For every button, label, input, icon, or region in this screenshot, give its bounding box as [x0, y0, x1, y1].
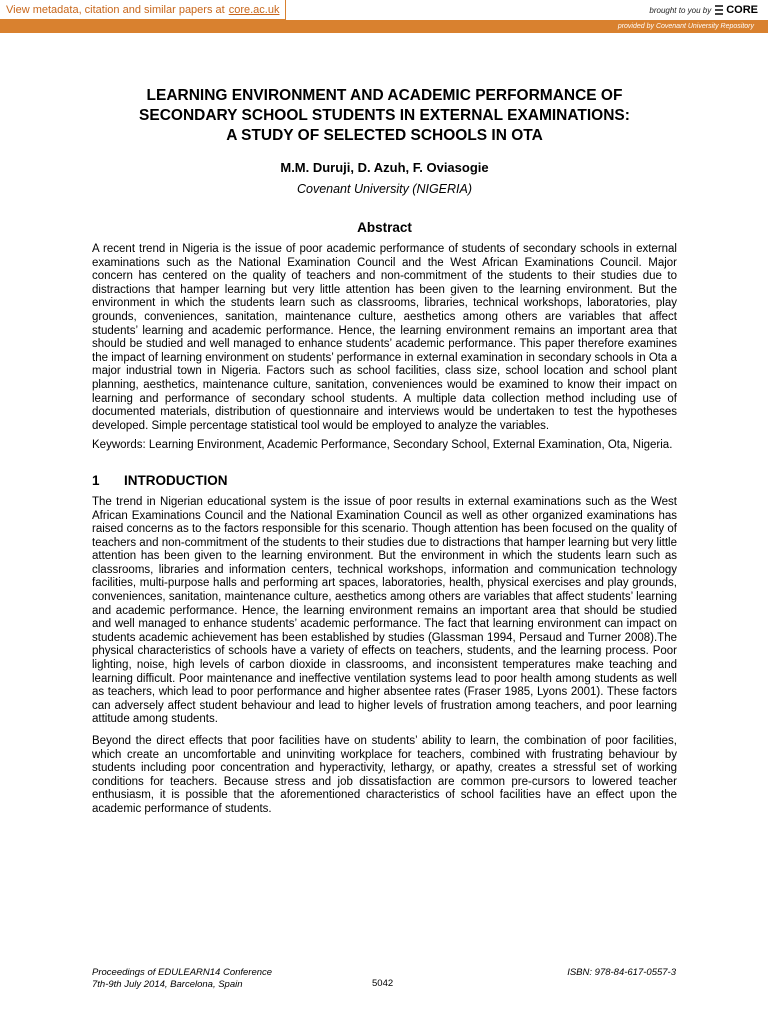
core-link-prefix: View metadata, citation and similar papers at [6, 3, 225, 16]
title-line: SECONDARY SCHOOL STUDENTS IN EXTERNAL EXAMINATIONS: [139, 107, 630, 124]
provided-by-text[interactable]: provided by Covenant University Repository [617, 23, 754, 30]
conference-line: Proceedings of EDULEARN14 Conference [92, 967, 273, 978]
provided-by-bar [0, 20, 768, 33]
authors: M.M. Duruji, D. Azuh, F. Oviasogie [280, 160, 489, 175]
core-brought-by [649, 2, 758, 18]
section-title: INTRODUCTION [124, 472, 228, 488]
isbn: ISBN: 978-84-617-0557-3 [567, 967, 676, 978]
paper-page [92, 86, 677, 817]
intro-paragraph: The trend in Nigerian educational system is the issue of poor results in external examinations such as the West African Examinations Council and the National Examination Council as well as other organized examinations has raised concerns as to the factors responsible for this scenario. Though attention has been focused on the quality of teachers and non-commitment of the students to their studies due to distractions that hamper learning but very little attention has been given to the learning environment. But the environment in which the students learn such as classrooms, libraries and information centers, technical workshops, information and communication technology facilities, multi-purpose halls and performing art spaces, laboratories, health, physical exercises and play grounds, conveniences, sanitation, maintenance culture, aesthetics among others are variables that affect students’ learning and academic performance. Hence, the learning environment remains an important area that should be studied and well managed to enhance students’ academic performance. The fact that learning environment can impact on students academic achievement has been established by studies (Glassman 1994, Persaud and Turner 2008).The physical characteristics of schools have a variety of effects on teachers, students, and the learning process. Poor lighting, noise, high levels of carbon dioxide in classrooms, and inconsistent temperatures make teaching and learning difficult. Poor maintenance and ineffective ventilation systems lead to poor health among students as well as teachers, which lead to poor performance and higher absentee rates (Fraser 1985, Lyons 2001). These factors can adversely affect student behaviour and lead to higher levels of frustration among teachers, and poor learning attitude among students. [92, 495, 677, 726]
core-logo[interactable] [715, 4, 758, 16]
core-logo-icon [715, 5, 723, 15]
section-number: 1 [92, 472, 100, 488]
intro-paragraph: Beyond the direct effects that poor facilities have on students’ ability to learn, the combination of poor facilities, which create an uncomfortable and uninviting workplace for teachers, combined with frustrating behaviour by students including poor concentration and hyperactivity, lethargy, or apathy, creates a stressful set of working conditions for teachers. Because stress and job dissatisfaction are common pre-cursors to lowered teacher enthusiasm, it is possible that the aforementioned characteristics of school facilities have an effect upon the academic performance of students. [92, 735, 677, 815]
core-metadata-link-box[interactable] [0, 0, 286, 20]
abstract-text: A recent trend in Nigeria is the issue of poor academic performance of students of secondary schools in external examinations such as the National Examination Council and the West African Examinations Council. Major concern has centered on the quality of teachers and non-commitment of the students to their studies due to distractions that hamper learning but very little attention has been given to the learning environment. But the environment in which the students learn such as classrooms, libraries, technical workshops, laboratories, play grounds, conveniences, sanitation, maintenance culture, aesthetics among others are variables that affect students’ learning and academic performance. Hence, the learning environment remains an important area that should be studied and well managed to enhance students’ academic performance. This paper therefore examines the impact of learning environment on students’ performance in external examination in secondary schools in Ota a major industrial town in Nigeria. Factors such as school facilities, class size, school location and school plant planning, aesthetics, maintenance culture, sanitation, conveniences would be examined to know their impact on learning and performance of secondary school students. A multiple data collection method including use of documented materials, distribution of questionnaire and interviews would be undertaken to test the hypotheses developed. Simple percentage statistical tool would be employed to analyze the variables. [92, 243, 677, 432]
keywords: Keywords: Learning Environment, Academic Performance, Secondary School, External Examination, Ota, Nigeria. [92, 439, 673, 452]
core-link[interactable]: core.ac.uk [228, 3, 280, 16]
conference-date-line: 7th-9th July 2014, Barcelona, Spain [92, 979, 243, 990]
title-line: LEARNING ENVIRONMENT AND ACADEMIC PERFORMANCE OF [146, 87, 623, 104]
title-line: A STUDY OF SELECTED SCHOOLS IN OTA [226, 127, 543, 144]
affiliation: Covenant University (NIGERIA) [296, 182, 473, 196]
section-heading [92, 473, 677, 488]
abstract-heading: Abstract [357, 220, 412, 235]
page-number: 5042 [372, 978, 394, 989]
footer-conference [92, 967, 272, 991]
paper-title [92, 86, 677, 146]
core-logo-text: CORE [726, 4, 758, 16]
core-banner [0, 0, 768, 20]
brought-by-text: brought to you by [649, 5, 712, 15]
